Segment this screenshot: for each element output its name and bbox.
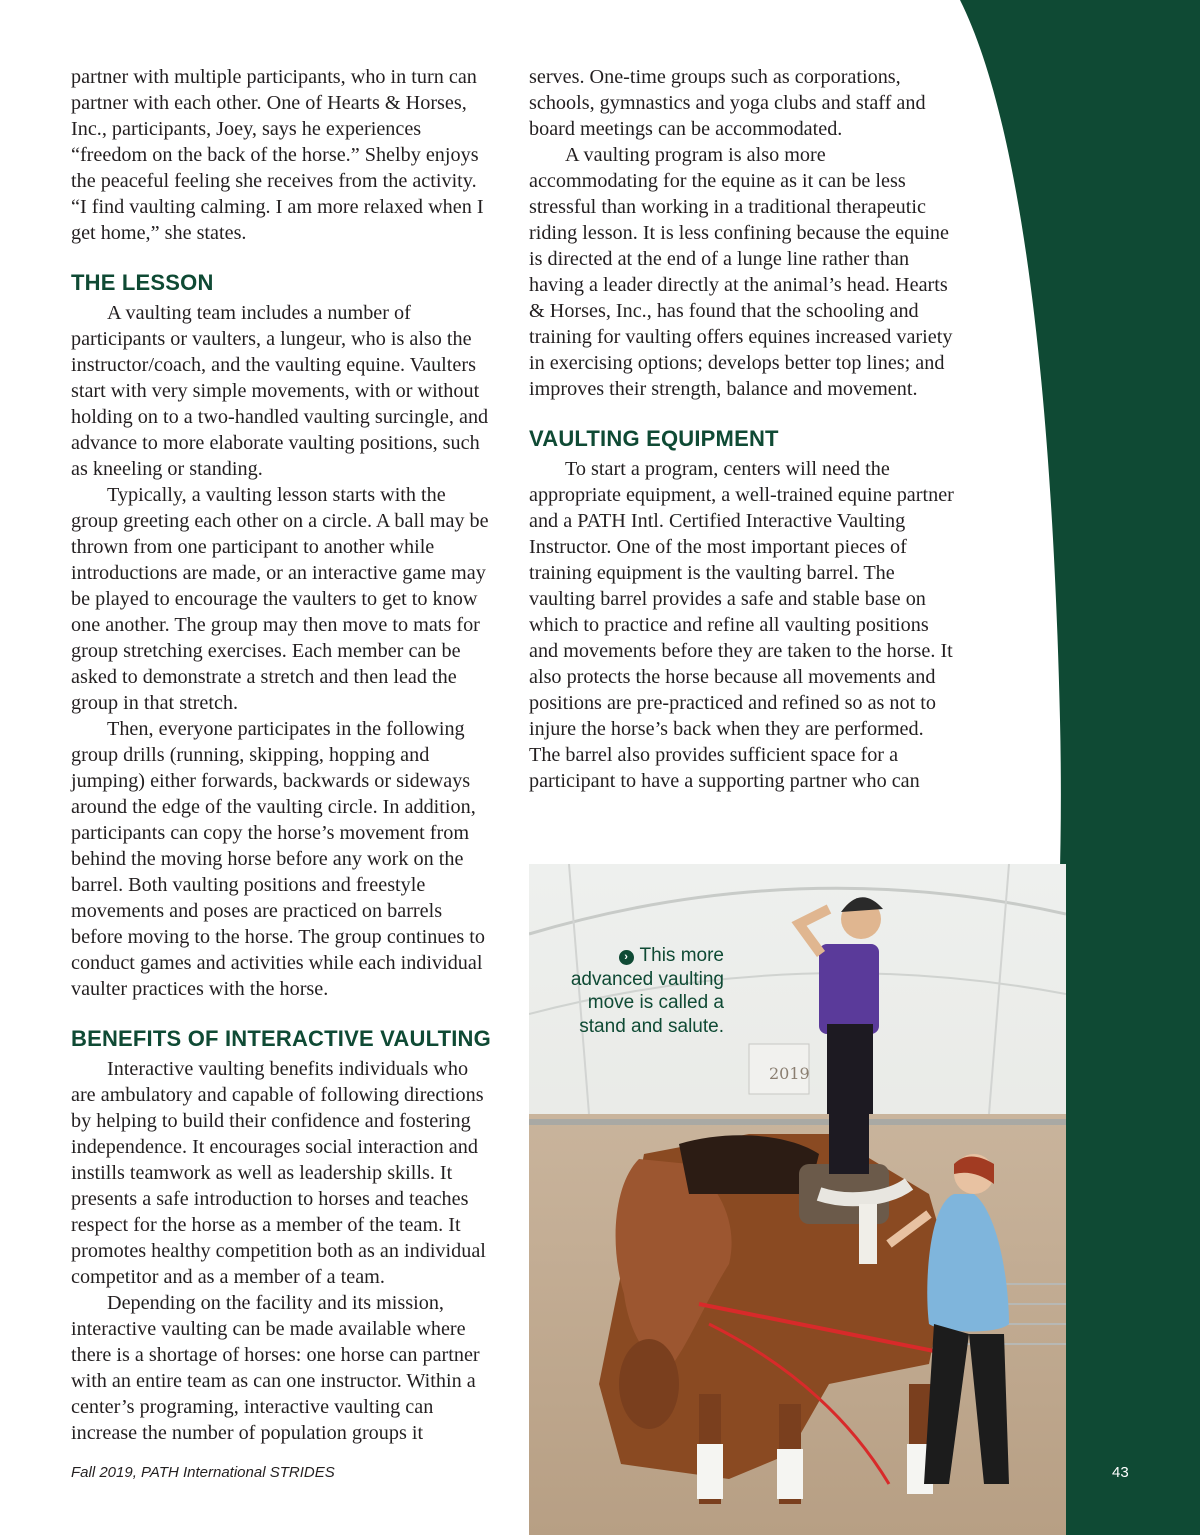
intro-paragraph: partner with multiple participants, who in turn can partner with each other. One of Hearts & Horses, Inc., participants, Joey, says he experiences “freedom on the back of the horse.” Shelby enjoys the peaceful feeling she receives from the activity. “I find vaulting calming. I am more relaxed when I get home,” she states. [71,66,484,244]
continued-paragraph: serves. One-time groups such as corporations, schools, gymnastics and yoga clubs and staff and board meetings can be accommodated. [529,66,926,140]
benefits-paragraph-2: Depending on the facility and its mission, interactive vaulting can be made available where there is a shortage of horses: one horse can partner with an entire team as can one instructor. Within a center’s programing, interactive vaulting can increase the number of population groups it [71,1292,480,1444]
photo-caption-text: This more advanced vaulting move is called a stand and salute. [570,945,724,1037]
section-heading-benefits: BENEFITS OF INTERACTIVE VAULTING [71,1026,491,1051]
section-heading-lesson: THE LESSON [71,270,214,295]
publication-footer: Fall 2019, PATH International STRIDES [71,1464,335,1481]
benefits-paragraph-1: Interactive vaulting benefits individuals who are ambulatory and capable of following directions by helping to build their confidence and fostering independence. It encourages social interaction and instills teamwork as well as leadership skills. It presents a safe introduction to horses and teaches respect for the horse as a member of the team. It promotes healthy competition both as an individual competitor and as a member of a team. [71,1058,486,1288]
photo-caption [548,944,724,1038]
equipment-paragraph: To start a program, centers will need the appropriate equipment, a well-trained equine partner and a PATH Intl. Certified Interactive Vaulting Instructor. One of the most important pieces of training equipment is the vaulting barrel. The vaulting barrel provides a safe and stable base on which to practice and refine all vaulting positions and movements before they are taken to the horse. It also protects the horse because all movements and positions are pre-practiced and refined so as not to injure the horse’s back when they are performed. The barrel also provides sufficient space for a participant to have a supporting partner who can [529,458,954,792]
lesson-paragraph-3: Then, everyone participates in the following group drills (running, skipping, hopping and jumping) either forwards, backwards or sideways around the edge of the vaulting circle. In addition, participants can copy the horse’s movement from behind the moving horse before any work on the barrel. Both vaulting positions and freestyle movements and poses are practiced on barrels before moving to the horse. The group continues to conduct games and activities while each individual vaulter practices with the horse. [71,718,485,1000]
left-column [71,64,496,1446]
section-heading-equipment: VAULTING EQUIPMENT [529,426,779,451]
lesson-paragraph-1: A vaulting team includes a number of participants or vaulters, a lungeur, who is also the instructor/coach, and the vaulting equine. Vaulters start with very simple movements, with or without holding on to a two-handled vaulting surcingle, and advance to more elaborate vaulting positions, such as kneeling or standing. [71,302,489,480]
page-number: 43 [1112,1464,1129,1481]
chevron-right-circle-icon: › [619,950,634,965]
equine-paragraph: A vaulting program is also more accommodating for the equine as it can be less stressful than working in a traditional therapeutic riding lesson. It is less confining because the equine is directed at the end of a lunge line rather than having a leader directly at the animal’s head. Hearts & Horses, Inc., has found that the schooling and training for vaulting offers equines increased variety in exercising options; develops better top lines; and improves their strength, balance and movement. [529,144,953,400]
banner-year: 2019 [769,1064,810,1083]
right-column [529,64,954,794]
lesson-paragraph-2: Typically, a vaulting lesson starts with the group greeting each other on a circle. A ball may be thrown from one participant to another while introductions are made, or an interactive game may be played to encourage the vaulters to get to know one another. The group may then move to mats for group stretching exercises. Each member can be asked to demonstrate a stretch and then lead the group in that stretch. [71,484,489,714]
